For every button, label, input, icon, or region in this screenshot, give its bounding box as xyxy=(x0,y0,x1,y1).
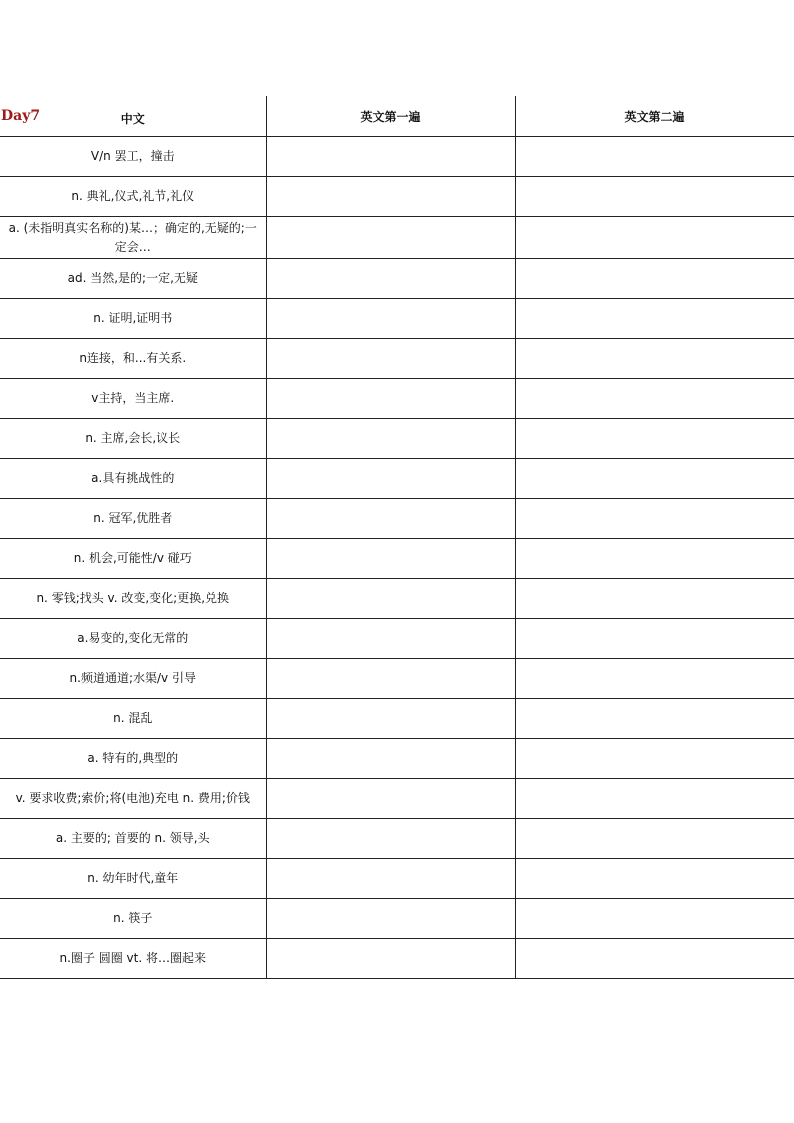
english-second-answer-cell[interactable] xyxy=(515,259,794,299)
chinese-meaning-cell: n. 机会,可能性/v 碰巧 xyxy=(0,539,266,579)
english-second-answer-cell[interactable] xyxy=(515,419,794,459)
table-header-row xyxy=(0,96,794,137)
english-first-answer-cell[interactable] xyxy=(266,619,515,659)
english-first-answer-cell[interactable] xyxy=(266,899,515,939)
english-second-answer-cell[interactable] xyxy=(515,819,794,859)
table-row xyxy=(0,779,794,819)
chinese-meaning-cell: n. 典礼,仪式,礼节,礼仪 xyxy=(0,177,266,217)
chinese-meaning-cell: a. (未指明真实名称的)某…；确定的,无疑的;一定会… xyxy=(0,217,266,259)
chinese-meaning-cell: v. 要求收费;索价;将(电池)充电 n. 费用;价钱 xyxy=(0,779,266,819)
english-second-answer-cell[interactable] xyxy=(515,217,794,259)
english-first-answer-cell[interactable] xyxy=(266,739,515,779)
english-second-answer-cell[interactable] xyxy=(515,699,794,739)
english-first-answer-cell[interactable] xyxy=(266,217,515,259)
table-row xyxy=(0,299,794,339)
english-second-answer-cell[interactable] xyxy=(515,177,794,217)
english-second-answer-cell[interactable] xyxy=(515,539,794,579)
table-row xyxy=(0,499,794,539)
table-row xyxy=(0,659,794,699)
header-chinese xyxy=(0,96,266,137)
table-row xyxy=(0,419,794,459)
english-first-answer-cell[interactable] xyxy=(266,939,515,979)
column-header-english-first: 英文第一遍 xyxy=(266,96,515,137)
english-second-answer-cell[interactable] xyxy=(515,459,794,499)
table-row xyxy=(0,699,794,739)
english-second-answer-cell[interactable] xyxy=(515,619,794,659)
english-first-answer-cell[interactable] xyxy=(266,499,515,539)
table-row xyxy=(0,339,794,379)
chinese-meaning-cell: a.易变的,变化无常的 xyxy=(0,619,266,659)
english-first-answer-cell[interactable] xyxy=(266,539,515,579)
chinese-meaning-cell: n. 幼年时代,童年 xyxy=(0,859,266,899)
chinese-meaning-cell: n. 冠军,优胜者 xyxy=(0,499,266,539)
table-row xyxy=(0,579,794,619)
chinese-meaning-cell: a. 主要的; 首要的 n. 领导,头 xyxy=(0,819,266,859)
chinese-meaning-cell: v主持，当主席. xyxy=(0,379,266,419)
english-second-answer-cell[interactable] xyxy=(515,859,794,899)
english-second-answer-cell[interactable] xyxy=(515,499,794,539)
table-row xyxy=(0,739,794,779)
table-row xyxy=(0,539,794,579)
english-second-answer-cell[interactable] xyxy=(515,939,794,979)
english-first-answer-cell[interactable] xyxy=(266,779,515,819)
english-second-answer-cell[interactable] xyxy=(515,579,794,619)
table-row xyxy=(0,859,794,899)
table-row xyxy=(0,899,794,939)
english-second-answer-cell[interactable] xyxy=(515,739,794,779)
chinese-meaning-cell: n. 证明,证明书 xyxy=(0,299,266,339)
english-first-answer-cell[interactable] xyxy=(266,339,515,379)
english-first-answer-cell[interactable] xyxy=(266,299,515,339)
chinese-meaning-cell: n. 混乱 xyxy=(0,699,266,739)
english-first-answer-cell[interactable] xyxy=(266,579,515,619)
table-row xyxy=(0,177,794,217)
english-second-answer-cell[interactable] xyxy=(515,137,794,177)
english-first-answer-cell[interactable] xyxy=(266,379,515,419)
english-first-answer-cell[interactable] xyxy=(266,137,515,177)
english-first-answer-cell[interactable] xyxy=(266,459,515,499)
english-second-answer-cell[interactable] xyxy=(515,379,794,419)
english-first-answer-cell[interactable] xyxy=(266,419,515,459)
english-first-answer-cell[interactable] xyxy=(266,819,515,859)
day-label: Day7 xyxy=(1,108,41,124)
table-row xyxy=(0,379,794,419)
english-first-answer-cell[interactable] xyxy=(266,699,515,739)
chinese-meaning-cell: n. 筷子 xyxy=(0,899,266,939)
table-row xyxy=(0,259,794,299)
table-row xyxy=(0,459,794,499)
chinese-meaning-cell: n. 零钱;找头 v. 改变,变化;更换,兑换 xyxy=(0,579,266,619)
table-row xyxy=(0,137,794,177)
english-first-answer-cell[interactable] xyxy=(266,659,515,699)
english-second-answer-cell[interactable] xyxy=(515,339,794,379)
chinese-meaning-cell: V/n 罢工，撞击 xyxy=(0,137,266,177)
chinese-meaning-cell: n.圈子 圆圈 vt. 将…圈起来 xyxy=(0,939,266,979)
chinese-meaning-cell: n.频道通道;水渠/v 引导 xyxy=(0,659,266,699)
vocabulary-table xyxy=(0,96,794,979)
chinese-meaning-cell: a.具有挑战性的 xyxy=(0,459,266,499)
table-row xyxy=(0,217,794,259)
english-second-answer-cell[interactable] xyxy=(515,899,794,939)
english-first-answer-cell[interactable] xyxy=(266,259,515,299)
english-first-answer-cell[interactable] xyxy=(266,177,515,217)
chinese-meaning-cell: n. 主席,会长,议长 xyxy=(0,419,266,459)
table-row xyxy=(0,619,794,659)
column-header-chinese: 中文 xyxy=(120,112,145,126)
english-second-answer-cell[interactable] xyxy=(515,659,794,699)
chinese-meaning-cell: a. 特有的,典型的 xyxy=(0,739,266,779)
chinese-meaning-cell: n连接，和...有关系. xyxy=(0,339,266,379)
column-header-english-second: 英文第二遍 xyxy=(515,96,794,137)
english-first-answer-cell[interactable] xyxy=(266,859,515,899)
english-second-answer-cell[interactable] xyxy=(515,779,794,819)
chinese-meaning-cell: ad. 当然,是的;一定,无疑 xyxy=(0,259,266,299)
table-row xyxy=(0,819,794,859)
table-row xyxy=(0,939,794,979)
english-second-answer-cell[interactable] xyxy=(515,299,794,339)
vocabulary-sheet xyxy=(0,96,794,979)
